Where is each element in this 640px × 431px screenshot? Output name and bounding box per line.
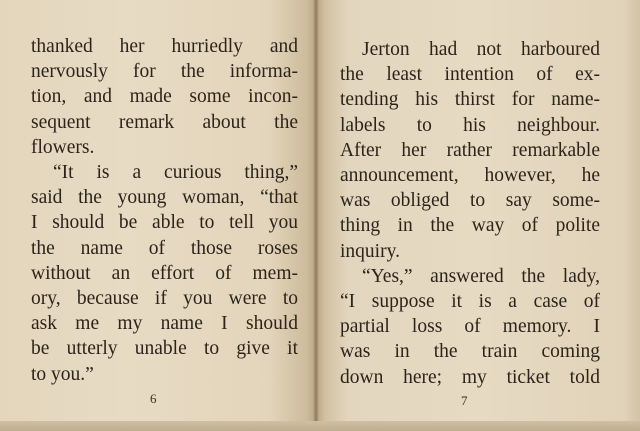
left-page-text [31,34,298,387]
text-line: nervously for the informa- [31,61,298,83]
text-line: partial loss of memory. I [340,316,600,338]
book-gutter [313,0,319,431]
text-line: ory, because if you were to [31,288,298,310]
text-line: flowers. [31,136,95,158]
page-number: 7 [461,393,468,408]
text-line: down here; my ticket told [340,366,600,388]
text-line: Jerton had not harboured [362,39,600,60]
text-line: thing in the way of polite [340,215,600,237]
left-page [0,0,316,431]
text-line: said the young woman, “that [31,187,298,209]
right-page-text [340,37,600,390]
text-line: labels to his neighbour. [340,114,600,136]
text-line: “Yes,” answered the lady, [362,265,600,287]
text-line: sequent remark about the [31,111,298,133]
text-line: the name of those roses [31,237,298,259]
text-line: the least intention of ex- [340,64,600,86]
text-line: After her rather remarkable [340,139,600,161]
text-line: ask me my name I should [31,313,298,335]
text-line: announcement, however, he [340,165,600,187]
text-line: was in the train coming [340,341,600,363]
page-number: 6 [150,391,157,406]
text-line: was obliged to say some- [340,190,600,212]
text-line: thanked her hurriedly and [31,36,298,57]
text-line: tending his thirst for name- [340,89,600,111]
text-line: without an effort of mem- [31,262,298,284]
text-line: to you.” [31,363,94,385]
text-line: I should be able to tell you [31,212,298,234]
text-line: be utterly unable to give it [31,338,298,360]
text-line: “It is a curious thing,” [53,162,298,184]
page-edge-shadow [0,421,640,431]
text-line: tion, and made some incon- [31,86,298,108]
right-page [316,0,640,431]
text-line: “I suppose it is a case of [340,291,600,313]
text-line: inquiry. [340,240,400,262]
